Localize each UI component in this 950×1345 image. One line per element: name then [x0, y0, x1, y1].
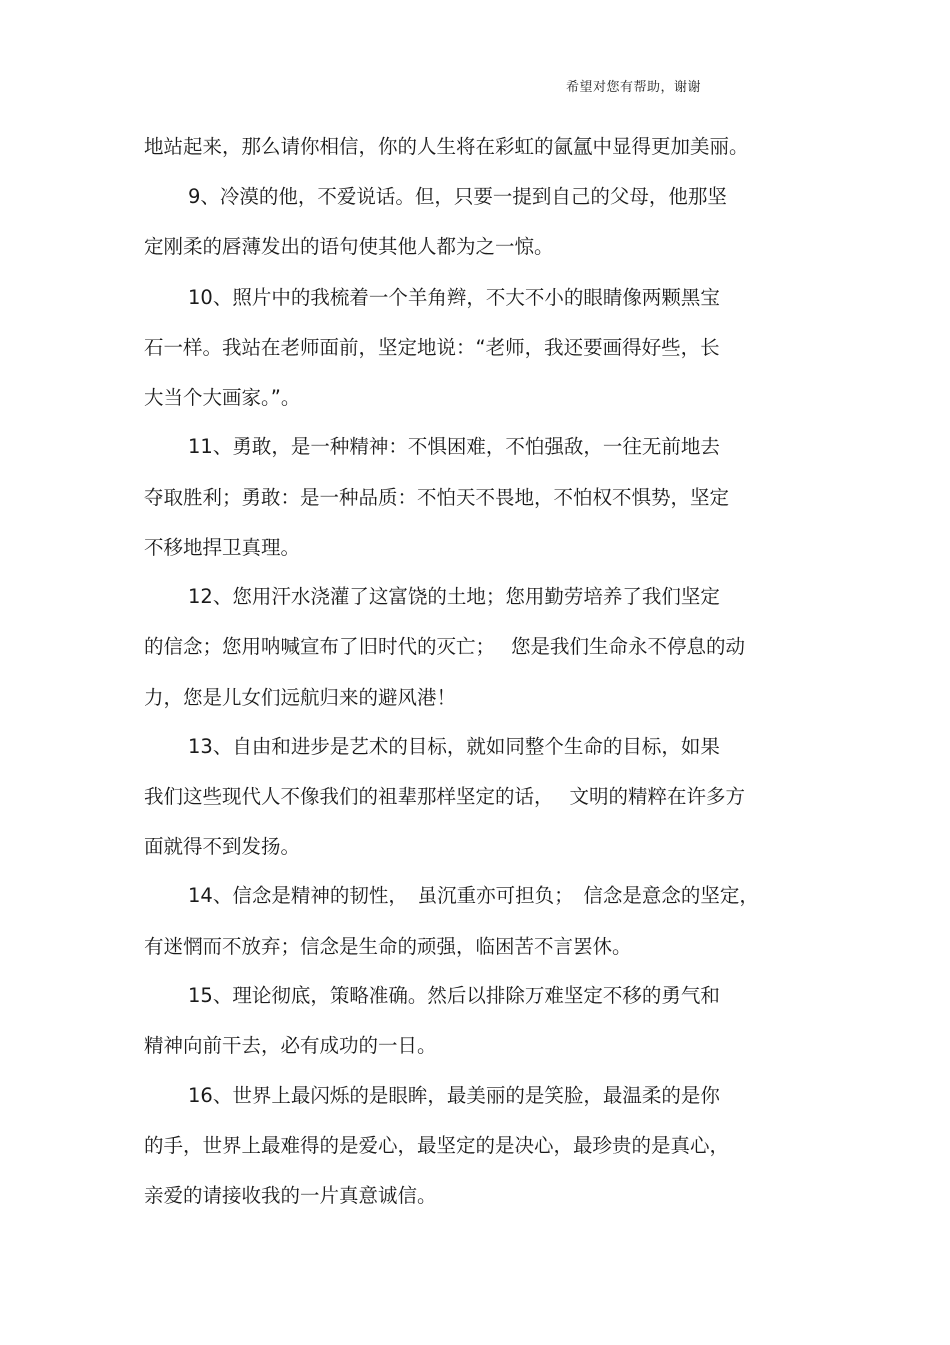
- paragraph-line: 9、冷漠的他，不爱说话。但，只要一提到自己的父母，他那坚: [188, 185, 727, 208]
- paragraph-line: 精神向前干去，必有成功的一日。: [144, 1034, 437, 1057]
- paragraph-line: 有迷惘而不放弃；信念是生命的顽强，临困苦不言罢休。: [144, 935, 632, 958]
- paragraph-line: 我们这些现代人不像我们的祖辈那样坚定的话， 文明的精粹在许多方: [144, 785, 745, 808]
- paragraph-line: 定刚柔的唇薄发出的语句使其他人都为之一惊。: [144, 235, 554, 258]
- paragraph-line: 面就得不到发扬。: [144, 835, 301, 858]
- paragraph-line: 16、世界上最闪烁的是眼眸，最美丽的是笑脸，最温柔的是你: [188, 1084, 720, 1107]
- paragraph-line: 13、自由和进步是艺术的目标，就如同整个生命的目标，如果: [188, 735, 720, 758]
- paragraph-line: 石一样。我站在老师面前，坚定地说：“老师，我还要画得好些，长: [144, 336, 720, 359]
- paragraph-line: 大当个大画家。”。: [144, 386, 301, 409]
- paragraph-line: 不移地捍卫真理。: [144, 536, 301, 559]
- paragraph-line: 11、勇敢，是一种精神：不惧困难，不怕强敌，一往无前地去: [188, 435, 720, 458]
- paragraph-line: 地站起来，那么请你相信，你的人生将在彩虹的氤氲中显得更加美丽。: [144, 135, 749, 158]
- paragraph-line: 亲爱的请接收我的一片真意诚信。: [144, 1184, 437, 1207]
- paragraph-line: 10、照片中的我梳着一个羊角辫，不大不小的眼睛像两颗黑宝: [188, 286, 720, 309]
- paragraph-line: 夺取胜利；勇敢：是一种品质：不怕天不畏地，不怕权不惧势，坚定: [144, 486, 730, 509]
- paragraph-line: 12、您用汗水浇灌了这富饶的土地；您用勤劳培养了我们坚定: [188, 585, 720, 608]
- paragraph-line: 的手，世界上最难得的是爱心，最坚定的是决心，最珍贵的是真心，: [144, 1134, 730, 1157]
- header-note: 希望对您有帮助，谢谢: [566, 80, 702, 95]
- paragraph-line: 14、信念是精神的韧性， 虽沉重亦可担负； 信念是意念的坚定，: [188, 884, 759, 907]
- paragraph-line: 力，您是儿女们远航归来的避风港！: [144, 686, 457, 709]
- paragraph-line: 的信念；您用呐喊宣布了旧时代的灭亡； 您是我们生命永不停息的动: [144, 635, 745, 658]
- paragraph-line: 15、理论彻底，策略准确。然后以排除万难坚定不移的勇气和: [188, 984, 720, 1007]
